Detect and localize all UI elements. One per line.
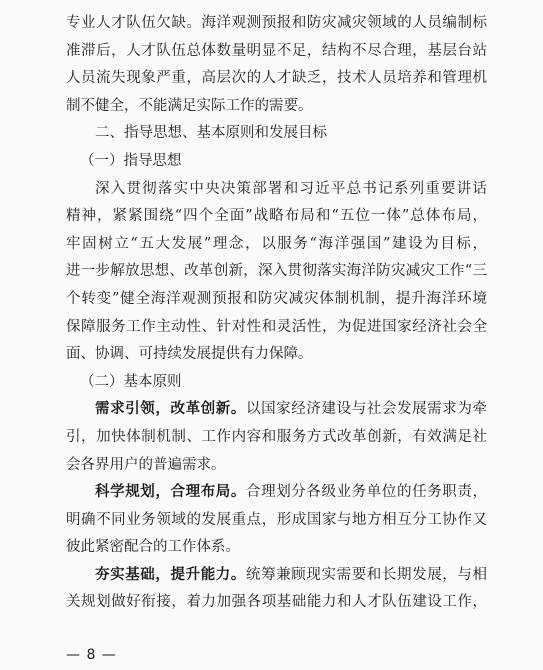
page-number: — 8 —: [66, 647, 117, 663]
body-line-9: 牢固树立“五大发展”理念，以服务“海洋强国”建设为目标，: [66, 235, 487, 252]
body-line-8: 精神，紧紧围绕“四个全面”战略布局和“五位一体”总体布局，: [66, 208, 487, 225]
principle-1-title: 需求引领，改革创新。: [95, 401, 246, 418]
subsection-heading-basic-principles: （二）基本原则: [80, 373, 182, 390]
principle-2-line-2: 明确不同业务领域的发展重点，形成国家与地方相互分工协作又: [66, 511, 487, 528]
principle-2-line-1: [66, 479, 487, 507]
principle-1-line-2: 引，加快体制机制、工作内容和服务方式改革创新，有效满足社: [66, 428, 487, 445]
principle-1-line-3: 会各界用户的普遍需求。: [66, 456, 226, 473]
body-line-3: 人员流失现象严重，高层次的人才缺乏，技术人员培养和管理机: [66, 70, 487, 87]
subsection-heading-guiding-ideology: （一）指导思想: [80, 152, 182, 169]
body-line-2: 准滞后，人才队伍总体数量明显不足，结构不尽合理，基层台站: [66, 42, 487, 59]
principle-1-line-1: [66, 396, 487, 424]
principle-3-title: 夯实基础，提升能力。: [95, 566, 246, 583]
body-line-12: 保障服务工作主动性、针对性和灵活性，为促进国家经济社会全: [66, 318, 487, 335]
principle-3-line-1: [66, 562, 487, 590]
body-line-1: 专业人才队伍欠缺。海洋观测预报和防灾减灾领域的人员编制标: [66, 15, 487, 31]
principle-1-text: 以国家经济建设与社会发展需求为牵: [246, 401, 487, 418]
body-line-7: 深入贯彻落实中央决策部署和习近平总书记系列重要讲话: [95, 180, 487, 197]
body-line-4: 制不健全，不能满足实际工作的需要。: [66, 97, 313, 114]
body-line-10: 进一步解放思想、改革创新，深入贯彻落实海洋防灾减灾工作“三: [66, 263, 487, 280]
principle-2-line-3: 彼此紧密配合的工作体系。: [66, 539, 240, 556]
principle-2-text: 合理划分各级业务单位的任务职责，: [246, 484, 487, 501]
body-line-11: 个转变”健全海洋观测预报和防灾减灾体制机制，提升海洋环境: [66, 290, 487, 307]
body-line-13: 面、协调、可持续发展提供有力保障。: [66, 346, 313, 363]
principle-2-title: 科学规划，合理布局。: [95, 484, 246, 501]
section-heading-guidelines: 二、指导思想、基本原则和发展目标: [95, 125, 327, 142]
principle-3-text: 统筹兼顾现实需要和长期发展，与相: [246, 566, 487, 583]
principle-3-line-2: 关规划做好衔接，着力加强各项基础能力和人才队伍建设工作，: [66, 594, 487, 611]
